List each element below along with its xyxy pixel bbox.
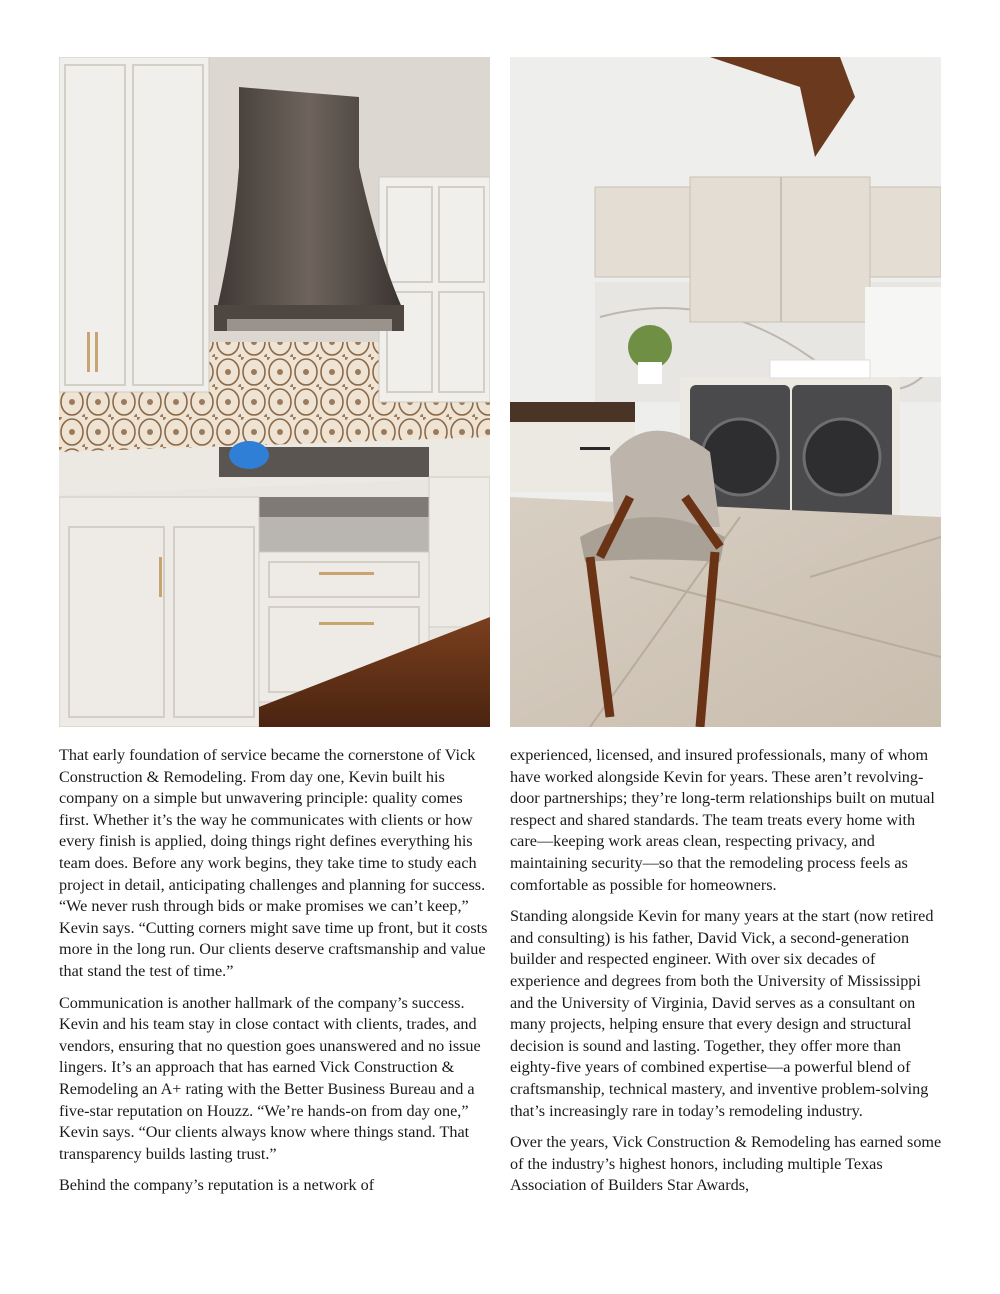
paragraph: Communication is another hallmark of the company’s success. Kevin and his team stay in close contact with clients, trades, and vendors, ensuring that no question goes unanswered and no issue lingers. It’s an approach that has earned Vick Construction & Remodeling an A+ rating with the Better Business Bureau and a five-star reputation on Houzz. “We’re hands-on from day one,” Kevin says. “Our clients always know where things stand. That transparency builds lasting trust.” — [59, 993, 481, 1163]
paragraph: Over the years, Vick Construction & Remodeling has earned some of the industry’s highest honors, including multiple Texas Association of Builders Star Awards, — [510, 1133, 942, 1195]
laundry-room-photo — [510, 57, 941, 727]
kitchen-range-hood-photo — [59, 57, 490, 727]
paragraph: Behind the company’s reputation is a network of — [59, 1176, 375, 1195]
article-column-right — [510, 745, 946, 1207]
paragraph: Standing alongside Kevin for many years at the start (now retired and consulting) is his father, David Vick, a second-generation builder and respected engineer. With over six decades of experience and degrees from both the University of Mississippi and the University of Virginia, David serves as a consultant on many projects, helping ensure that every design and structural decision is sound and lasting. Together, they offer more than eighty-five years of combined expertise—a powerful blend of craftsmanship, technical mastery, and inventive problem-solving that’s increasingly rare in today’s remodeling industry. — [510, 907, 934, 1120]
paragraph: experienced, licensed, and insured professionals, many of whom have worked alongside Kevin for years. These aren’t revolving-door partnerships; they’re long-term relationships built on mutual respect and shared standards. The team treats every home with care—keeping work areas clean, respecting privacy, and maintaining security—so that the remodeling process feels as comfortable as possible for homeowners. — [510, 746, 935, 894]
paragraph: That early foundation of service became the cornerstone of Vick Construction & Remodeling. From day one, Kevin built his company on a simple but unwavering principle: quality comes first. Whether it’s the way he communicates with clients or how every finish is applied, doing things right defines everything his team does. Before any work begins, they take time to study each project in detail, anticipating challenges and planning for success. “We never rush through bids or make promises we can’t keep,” Kevin says. “Cutting corners might save time up front, but it costs more in the long run. Our clients deserve craftsmanship and value that stand the test of time.” — [59, 746, 488, 980]
article-column-left — [59, 745, 492, 1207]
